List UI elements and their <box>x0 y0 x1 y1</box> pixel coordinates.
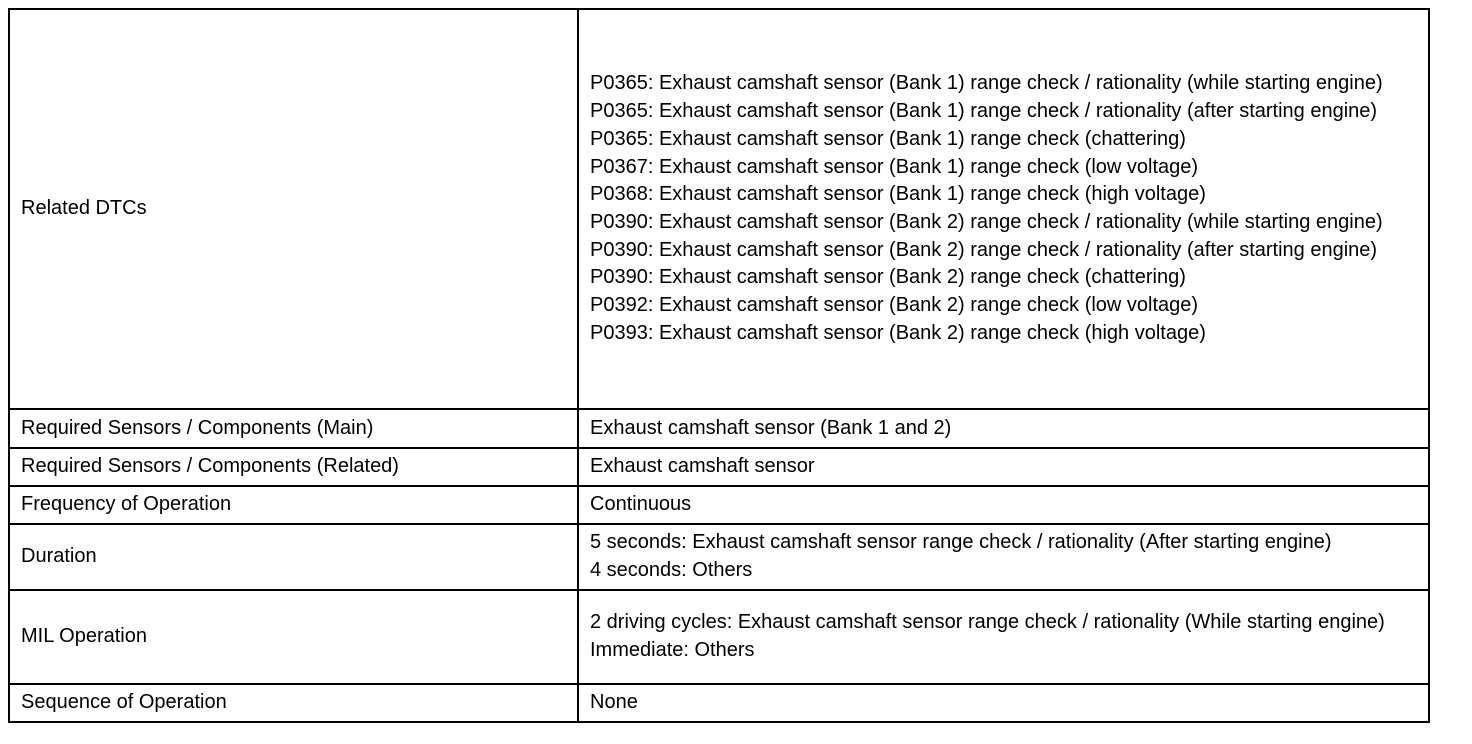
row-value <box>578 9 1429 409</box>
row-value <box>578 448 1429 486</box>
row-value <box>578 590 1429 684</box>
value-line: 5 seconds: Exhaust camshaft sensor range check / rationality (After starting engine) <box>590 531 1332 554</box>
dtc-entry: P0390: Exhaust camshaft sensor (Bank 2) range check / rationality (while starting engine) <box>590 211 1383 233</box>
value-line: Exhaust camshaft sensor <box>590 455 815 478</box>
value-line: 4 seconds: Others <box>590 559 753 581</box>
dtc-entry: P0365: Exhaust camshaft sensor (Bank 1) range check / rationality (while starting engine) <box>590 72 1383 95</box>
row-mil-operation <box>9 590 1429 684</box>
row-frequency-of-operation <box>9 486 1429 524</box>
row-label: MIL Operation <box>9 590 578 684</box>
row-value <box>578 524 1429 590</box>
row-label: Duration <box>9 524 578 590</box>
value-line: 2 driving cycles: Exhaust camshaft sensor range check / rationality (While starting engine) <box>590 611 1385 634</box>
row-required-sensors-main <box>9 409 1429 448</box>
row-value <box>578 486 1429 524</box>
dtc-entry: P0393: Exhaust camshaft sensor (Bank 2) range check (high voltage) <box>590 321 1206 344</box>
monitor-spec-table <box>8 8 1430 723</box>
row-label: Required Sensors / Components (Main) <box>9 409 578 448</box>
row-related-dtcs <box>9 9 1429 409</box>
value-line: Exhaust camshaft sensor (Bank 1 and 2) <box>590 416 952 439</box>
dtc-entry: P0368: Exhaust camshaft sensor (Bank 1) range check (high voltage) <box>590 183 1206 206</box>
row-required-sensors-related <box>9 448 1429 486</box>
row-duration <box>9 524 1429 590</box>
row-label: Frequency of Operation <box>9 486 578 524</box>
dtc-entry: P0367: Exhaust camshaft sensor (Bank 1) range check (low voltage) <box>590 155 1199 178</box>
dtc-entry: P0392: Exhaust camshaft sensor (Bank 2) range check (low voltage) <box>590 294 1199 317</box>
row-label: Required Sensors / Components (Related) <box>9 448 578 486</box>
row-value <box>578 684 1429 722</box>
dtc-entry: P0365: Exhaust camshaft sensor (Bank 1) range check (chattering) <box>590 127 1186 150</box>
dtc-entry: P0390: Exhaust camshaft sensor (Bank 2) range check / rationality (after starting engine) <box>590 238 1378 261</box>
dtc-entry: P0390: Exhaust camshaft sensor (Bank 2) range check (chattering) <box>590 266 1186 289</box>
row-sequence-of-operation <box>9 684 1429 722</box>
row-label: Sequence of Operation <box>9 684 578 722</box>
row-label: Related DTCs <box>9 9 578 409</box>
value-line: Continuous <box>590 493 692 516</box>
value-line: None <box>590 691 638 714</box>
value-line: Immediate: Others <box>590 639 755 661</box>
row-value <box>578 409 1429 448</box>
dtc-entry: P0365: Exhaust camshaft sensor (Bank 1) range check / rationality (after starting engine) <box>590 100 1378 123</box>
